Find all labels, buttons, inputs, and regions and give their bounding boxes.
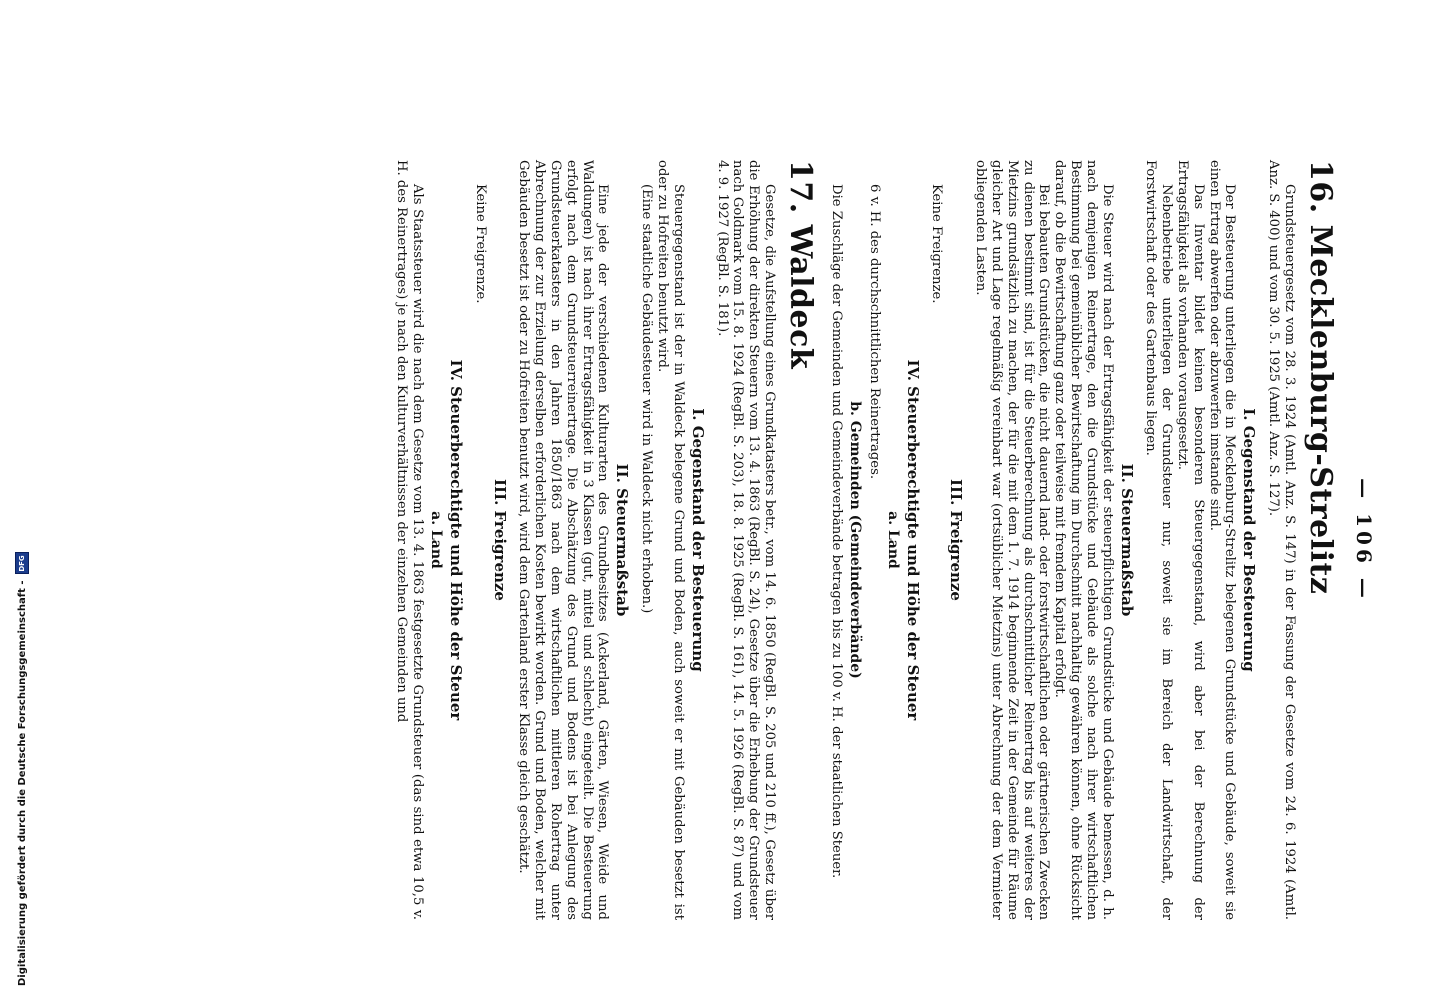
paragraph: Eine jede der verschiedenen Kulturarten des Grundbesitzes (Ackerland, Gärten, Wiesen, Weide und Waldungen) ist nach ihrer Ertragsfähigkeit in 3 Klassen (gut, mittel und schlecht) eingeteilt. Die Besteuerung erfolgt nach dem Grundsteuerreinertrage. Die Abschätzung des Grund und Bodens ist bei Anlegung des Grundsteuerkatasters in den Jahren 1850/1863 nach dem wirtschaftlichen mittleren Rohertrag unter Abrechnung der zur Erzielung derselben erforderlichen Kosten bewirkt worden. Grund und Boden, welcher mit Gebäuden besetzt ist oder zu Hofreiten benutzt wird, wird dem Gartenland erster Klasse gleich geschätzt. [516,160,611,920]
paragraph: Das Inventar bildet keinen besonderen Steuergegenstand, wird aber bei der Berechnung der Ertragsfähigkeit als vorhanden vorausgesetzt. [1175,160,1206,920]
subsection-heading: a. Land [884,511,901,569]
subsection-heading: b. Gemeinden (Gemeindeverbände) [846,401,863,679]
paragraph: Bei bebauten Grundstücken, die nicht dauernd land- oder forstwirtschaftlichen oder gärtnerischen Zwecken zu dienen bestimmt sind, ist für die Steuerberechnung als durchschnittlicher Reinertrag bis auf weiteres der Mietzins grundsätzlich zu machen, der für die mit dem 1. 7. 1914 beginnende Zeit in der Gemeinde für Räume gleicher Art und Lage regelmäßig vereinbart war (ortsüblicher Mietzins) unter Abrechnung der dem Vermieter obliegenden Lasten. [973,160,1052,920]
section-heading: 17. Waldeck [783,160,819,370]
footer-text: Digitalisierung gefördert durch die Deutsche Forschungsgemeinschaft - [16,580,28,986]
document-body [393,160,1338,920]
subsection-heading: a. Land [427,511,444,569]
digitization-footer [14,0,30,1000]
paragraph: (Eine staatliche Gebäudesteuer wird in Waldeck nicht erhoben.) [639,184,655,614]
page-number: — 106 — [1352,478,1376,602]
dfg-logo-text: DFG [18,555,26,572]
paragraph: Keine Freigrenze. [929,184,945,304]
law-section [393,160,818,920]
paragraph: Die Zuschläge der Gemeinden und Gemeindeverbände betragen bis zu 100 v. H. der staatlichen Steuer. [828,184,844,879]
part-heading: III. Freigrenze [947,479,966,601]
paragraph: Steuergegenstand ist der in Waldeck belegene Grund und Boden, auch soweit er mit Gebäuden besetzt ist oder zu Hofreiten benutzt wird. [655,160,686,920]
paragraph: Als Staatssteuer wird die nach dem Gesetze vom 13. 4. 1863 festgesetzte Grundsteuer (das sind etwa 10,5 v. H. des Reinertrages) je nach den Kulturverhältnissen der einzelnen Gemeinden und [394,160,425,920]
paragraph: 6 v. H. des durchschnittlichen Reinertrages. [866,184,882,480]
paragraph: Die Steuer wird nach der Ertragsfähigkeit der steuerpflichtigen Grundstücke und Gebäude bemessen, d. h. nach demjenigen Reinertrage, den die Grundstücke und Gebäude als solche nach ihrer wirtschaftlichen Bestimmung bei gemeinüblicher Bewirtschaftung im Durchschnitt nachhaltig gewähren können, ohne Rücksicht darauf, ob die Bewirtschaftung ganz oder teilweise mit fremdem Kapital erfolgt. [1052,160,1115,920]
section-intro: Grundsteuergesetz vom 28. 3. 1924 (Amtl. Anz. S. 147) in der Fassung der Gesetze vom 24. 6. 1924 (Amtl. Anz. S. 400) und vom 30. 5. 1925 (Amtl. Anz. S. 127). [1266,160,1297,920]
part-heading: II. Steuermaßstab [1117,463,1136,617]
part-heading: III. Freigrenze [490,479,509,601]
part-heading: IV. Steuerberechtigte und Höhe der Steuer [903,359,922,721]
dfg-logo [15,552,29,574]
part-heading: II. Steuermaßstab [613,463,632,617]
section-intro: Gesetze, die Aufstellung eines Grundkatasters betr., vom 14. 6. 1850 (RegBl. S. 205 und 210 ff.), Gesetz über die Erhöhung der direkten Steuern vom 13. 4. 1863 (RegBl. S. 24), Gesetze über die Erhebung der Grundsteuer nach Goldmark vom 15. 8. 1924 (RegBl. S. 203), 18. 8. 1925 (RegBl. S. 161), 14. 5. 1926 (RegBl. S. 87) und vom 4. 9. 1927 (RegBl. S. 181). [714,160,778,920]
part-heading: IV. Steuerberechtigte und Höhe der Steuer [446,359,465,721]
paragraph: Der Besteuerung unterliegen die in Mecklenburg-Strelitz belegenen Grundstücke und Gebäude, soweit sie einen Ertrag abwerfen oder abzuwerfen imstande sind. [1206,160,1238,920]
paragraph: Nebenbetriebe unterliegen der Grundsteuer nur, soweit sie im Bereich der Landwirtschaft, der Forstwirtschaft oder des Gartenbaus liegen. [1143,160,1175,920]
part-heading: I. Gegenstand der Besteuerung [688,408,707,672]
section-heading: 16. Mecklenburg-Strelitz [1303,160,1338,595]
paragraph: Keine Freigrenze. [472,184,488,304]
law-section [828,160,1338,920]
part-heading: I. Gegenstand der Besteuerung [1240,408,1259,672]
